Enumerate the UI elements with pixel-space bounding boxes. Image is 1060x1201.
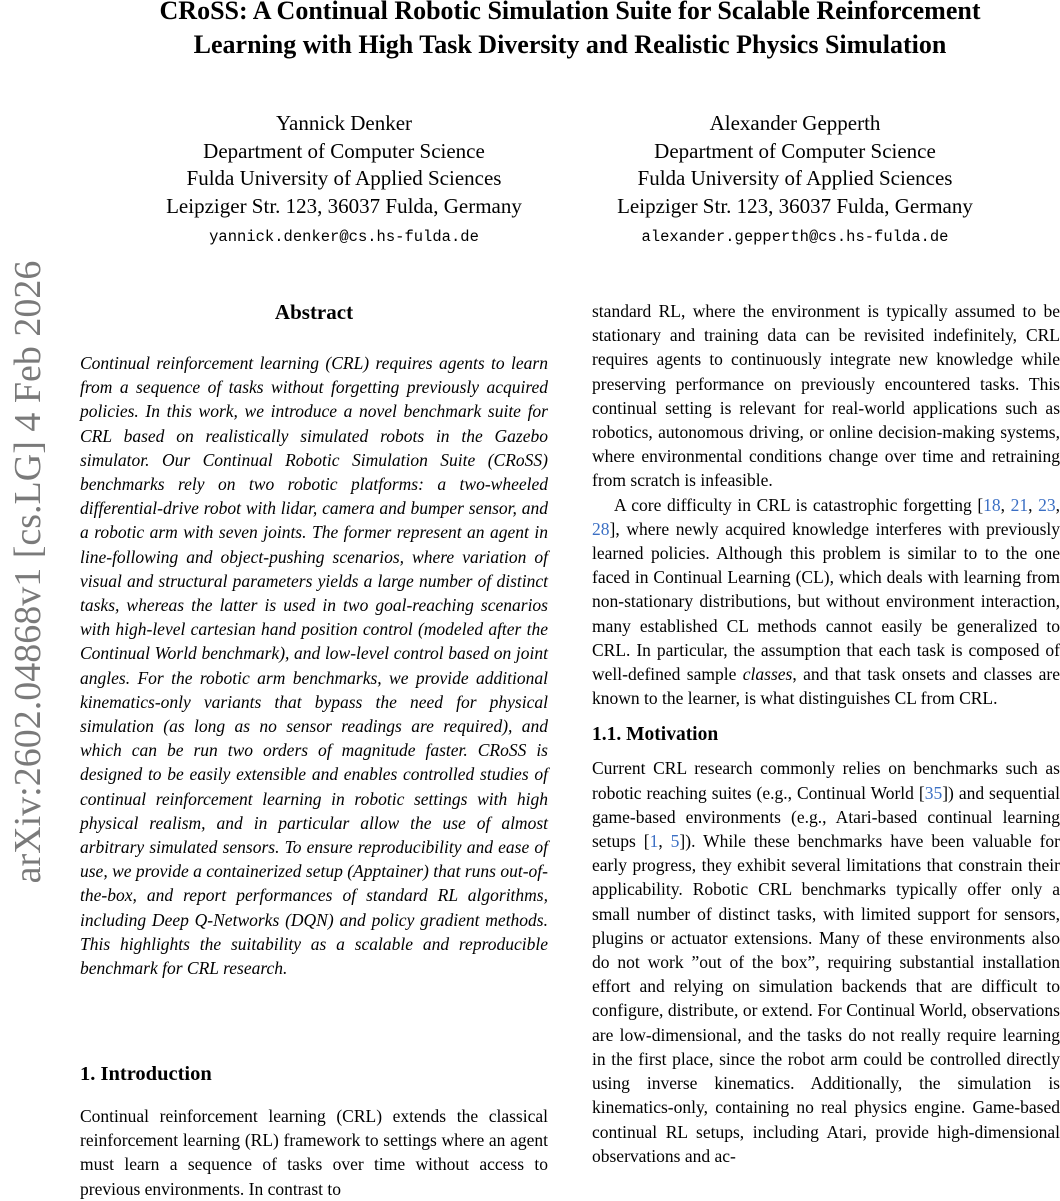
author-email: yannick.denker@cs.hs-fulda.de xyxy=(209,228,479,246)
abstract-heading: Abstract xyxy=(274,300,354,324)
citation-link[interactable]: 35 xyxy=(924,782,943,803)
author-university: Fulda University of Applied Sciences xyxy=(637,166,953,190)
citation-link[interactable]: 28 xyxy=(592,518,610,539)
abstract-section xyxy=(80,351,548,980)
introduction-paragraph: Continual reinforcement learning (CRL) extends the classical reinforcement learning (RL) framework to settings where an agent must learn a sequence of tasks over time without access to previous environments. In contrast to xyxy=(80,1106,548,1199)
author-address: Leipziger Str. 123, 36037 Fulda, Germany xyxy=(166,193,522,218)
citation-link[interactable]: 18 xyxy=(983,494,1001,515)
citation-link[interactable]: 1 xyxy=(649,831,659,852)
paragraph-catastrophic-forgetting: A core difficulty in CRL is catastrophic forgetting [18, 21, 23, 28], where newly acquired knowledge interferes with previously learned policies. Although this problem is similar to to the one faced in Continual Learning (CL), which deals with learning from non-stationary distributions, but without environment interaction, many established CL methods cannot easily be generalized to CRL. In particular, the assumption that each task is composed of well-defined sample classes, and that task onsets and classes are known to the learner, is what distinguishes CL from CRL. xyxy=(592,494,1060,709)
author-name: Yannick Denker xyxy=(275,111,413,135)
paper-title xyxy=(90,0,1050,62)
author-block-1 xyxy=(114,110,574,252)
paragraph-standard-rl: standard RL, where the environment is typically assumed to be stationary and training data can be revisited indefinitely, CRL requires agents to continuously integrate new knowledge while preserving performance on previously encountered tasks. This continual setting is relevant for real-world applications such as robotics, autonomous driving, or online decision-making systems, where environmental conditions change over time and retraining from scratch is infeasible. xyxy=(592,301,1060,491)
author-email: alexander.gepperth@cs.hs-fulda.de xyxy=(641,228,949,246)
author-block-2 xyxy=(565,110,1025,252)
author-name: Alexander Gepperth xyxy=(709,111,881,135)
motivation-heading: 1.1. Motivation xyxy=(592,724,719,746)
author-university: Fulda University of Applied Sciences xyxy=(186,166,502,190)
paragraph-motivation: Current CRL research commonly relies on benchmarks such as robotic reaching suites (e.g., Continual World [35]) and sequential game-based environments (e.g., Atari-based continual learning setups [1, 5]). While these benchmarks have been valuable for early progress, they exhibit several limitations that constrain their applicability. Robotic CRL benchmarks typically offer only a small number of distinct tasks, with limited support for sensors, plugins or actuator extensions. Many of these environments also do not work ”out of the box”, requiring substantial installation effort and relying on simulation backends that are difficult to configure, distribute, or extend. For Continual World, observations are low-dimensional, and the tasks do not really require learning in the first place, since the robot arm could be controlled directly using inverse kinematics. Additionally, the simulation is kinematics-only, containing no real physics engine. Game-based continual RL setups, including Atari, provide high-dimensional observations and ac- xyxy=(592,758,1060,1166)
introduction-section xyxy=(80,1063,548,1201)
author-address: Leipziger Str. 123, 36037 Fulda, Germany xyxy=(617,193,973,218)
introduction-heading: 1. Introduction xyxy=(80,1063,212,1085)
citation-link[interactable]: 21 xyxy=(1010,494,1029,515)
citation-link[interactable]: 5 xyxy=(670,831,680,852)
right-column xyxy=(592,299,1060,1168)
citation-link[interactable]: 23 xyxy=(1038,494,1056,515)
title-line-2: Learning with High Task Diversity and Realistic Physics Simulation xyxy=(193,30,947,59)
arxiv-sidebar xyxy=(8,235,48,910)
arxiv-identifier: arXiv:2602.04868v1 [cs.LG] 4 Feb 2026 xyxy=(7,260,49,884)
author-department: Department of Computer Science xyxy=(203,138,485,163)
title-line-1: CRoSS: A Continual Robotic Simulation Suite for Scalable Reinforcement xyxy=(159,0,981,25)
abstract-text: Continual reinforcement learning (CRL) requires agents to learn from a sequence of tasks without forgetting previously acquired policies. In this work, we introduce a novel benchmark suite for CRL based on realistically simulated robots in the Gazebo simulator. Our Continual Robotic Simulation Suite (CRoSS) benchmarks rely on two robotic platforms: a two-wheeled differential-drive robot with lidar, camera and bumper sensor, and a robotic arm with seven joints. The former represent an agent in line-following and object-pushing scenarios, where variation of visual and structural parameters yields a large number of distinct tasks, whereas the latter is used in two goal-reaching scenarios with high-level cartesian hand position control (modeled after the Continual World benchmark), and low-level control based on joint angles. For the robotic arm benchmarks, we provide additional kinematics-only variants that bypass the need for physical simulation (as long as no sensor readings are required), and which can be run two orders of magnitude faster. CRoSS is designed to be easily extensible and enables controlled studies of continual reinforcement learning in robotic settings with high physical realism, and in particular allow the use of almost arbitrary simulated sensors. To ensure reproducibility and ease of use, we provide a containerized setup (Apptainer) that runs out-of-the-box, and report performances of standard RL algorithms, including Deep Q-Networks (DQN) and policy gradient methods. This highlights the suitability as a scalable and reproducible benchmark for CRL research. xyxy=(80,353,548,979)
author-department: Department of Computer Science xyxy=(654,138,936,163)
